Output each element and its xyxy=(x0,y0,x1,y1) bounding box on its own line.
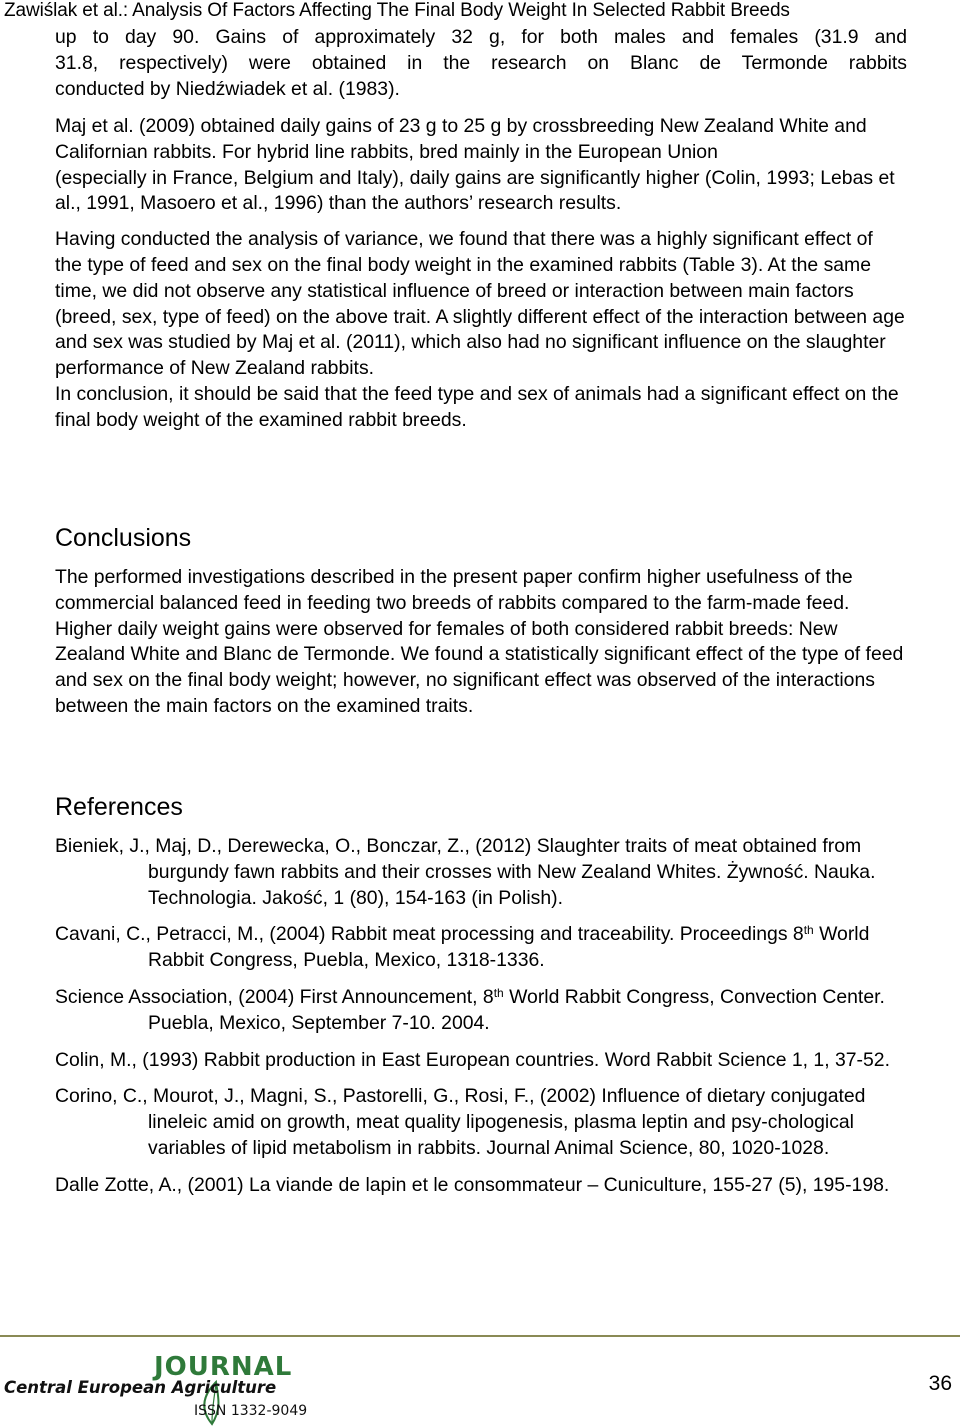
discussion-block xyxy=(55,114,905,434)
intro-line-2: 31.8, respectively) were obtained in the research on Blanc de Termonde rabbits xyxy=(55,51,907,74)
reference-cavani-superscript: th xyxy=(803,923,814,938)
reference-science-superscript: th xyxy=(493,985,504,1000)
paragraph-maj: Maj et al. (2009) obtained daily gains of 23 g to 25 g by crossbreeding New Zealand White and Californian rabbits. For hybrid line rabbits, bred mainly in the European Union xyxy=(55,115,867,163)
journal-logo xyxy=(4,1350,344,1428)
paragraph-variance: Having conducted the analysis of variance, we found that there was a highly significant effect of the type of feed and sex on the final body weight in the examined rabbits (Table 3). At the same time, we did not observe any statistical influence of breed or interaction between main factors (breed, sex, type of feed) on the above trait. A slightly different effect of the interaction between age and sex was studied by Maj et al. (2011), which also had no significant influence on the slaughter performance of New Zealand rabbits. xyxy=(55,228,905,380)
paragraph-conclusion: In conclusion, it should be said that the feed type and sex of animals had a significant effect on the final body weight of the examined rabbit breeds. xyxy=(55,382,899,431)
logo-issn: ISSN 1332-9049 xyxy=(194,1403,308,1419)
conclusions-text: The performed investigations described in the present paper confirm higher usefulness of the commercial balanced feed in feeding two breeds of rabbits compared to the farm-made feed. Higher daily weight gains were observed for females of both considered rabbit breeds: New Zealand White and Blanc de Termonde. We found a statistically significant effect of the type of feed and sex on the final body weight; however, no significant effect was observed of the interactions between the main factors on the examined traits. xyxy=(55,566,904,717)
reference-science-text-end: World Rabbit Congress, Convection Center. Puebla, Mexico, September 7-10. 2004. xyxy=(148,985,885,1034)
running-head: Zawiślak et al.: Analysis Of Factors Affecting The Final Body Weight In Selected Rabbit Breeds xyxy=(4,0,790,21)
paragraph-hybrid: (especially in France, Belgium and Italy), daily gains are significantly higher (Colin, 1993; Lebas et al., 1991, Masoero et al., 1996) than the authors’ research results. xyxy=(55,166,895,215)
reference-cavani-text: Cavani, C., Petracci, M., (2004) Rabbit meat processing and traceability. Proceedings 8 xyxy=(55,923,804,946)
logo-central-european-agriculture: Central European Agriculture xyxy=(4,1378,277,1397)
reference-cavani-text-end: World Rabbit Congress, Puebla, Mexico, 1318-1336. xyxy=(148,923,870,972)
reference-corino: Corino, C., Mourot, J., Magni, S., Pastorelli, G., Rosi, F., (2002) Influence of dietary conjugated lineleic amid on growth, meat quality lipogenesis, plasma leptin and psy-chological variables of lipid metabolism in rabbits. Journal Animal Science, 80, 1020-1028. xyxy=(55,1085,866,1159)
footer-rule xyxy=(0,1335,960,1337)
reference-science-text: Science Association, (2004) First Announcement, 8 xyxy=(55,985,494,1008)
references-list xyxy=(55,834,915,1210)
page-number: 36 xyxy=(928,1372,952,1395)
conclusions-paragraph xyxy=(55,565,907,720)
intro-line-1: up to day 90. Gains of approximately 32 g, for both males and females (31.9 and xyxy=(55,26,907,48)
reference-science-association xyxy=(55,985,915,1037)
reference-cavani xyxy=(55,922,915,974)
logo-journal-word: JOURNAL xyxy=(154,1352,293,1382)
reference-colin: Colin, M., (1993) Rabbit production in East European countries. Word Rabbit Science 1, 1, 37-52. xyxy=(55,1048,890,1071)
intro-line-3: conducted by Niedźwiadek et al. (1983). xyxy=(55,77,400,100)
references-heading: References xyxy=(55,793,183,821)
reference-dalle-zotte: Dalle Zotte, A., (2001) La viande de lapin et le consommateur – Cuniculture, 155-27 (5), 195-198. xyxy=(55,1173,890,1196)
intro-paragraph xyxy=(55,25,907,102)
conclusions-heading: Conclusions xyxy=(55,524,192,552)
reference-bieniek: Bieniek, J., Maj, D., Derewecka, O., Bonczar, Z., (2012) Slaughter traits of meat obtained from burgundy fawn rabbits and their crosses with New Zealand Whites. Żywność. Nauka. Technologia. Jakość, 1 (80), 154-163 (in Polish). xyxy=(55,835,876,909)
